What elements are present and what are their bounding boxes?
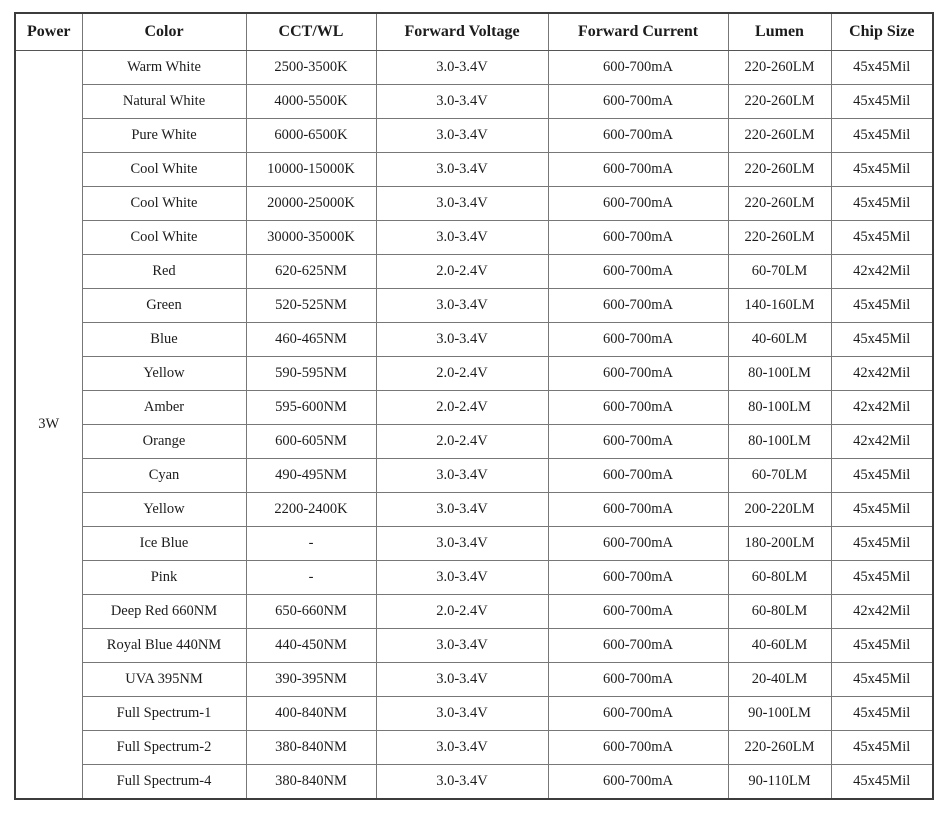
- cell-forward-current: 600-700mA: [548, 765, 728, 800]
- cell-color: Pink: [82, 561, 246, 595]
- cell-forward-current: 600-700mA: [548, 187, 728, 221]
- cell-cct-wl: 440-450NM: [246, 629, 376, 663]
- cell-lumen: 220-260LM: [728, 221, 831, 255]
- column-header-chip-size: Chip Size: [831, 13, 933, 51]
- cell-forward-current: 600-700mA: [548, 221, 728, 255]
- cell-forward-current: 600-700mA: [548, 629, 728, 663]
- column-header-color: Color: [82, 13, 246, 51]
- cell-forward-current: 600-700mA: [548, 731, 728, 765]
- cell-forward-voltage: 3.0-3.4V: [376, 663, 548, 697]
- table-row: [15, 85, 933, 119]
- cell-cct-wl: 2200-2400K: [246, 493, 376, 527]
- cell-chip-size: 45x45Mil: [831, 51, 933, 85]
- table-row: [15, 51, 933, 85]
- cell-lumen: 220-260LM: [728, 731, 831, 765]
- cell-forward-voltage: 3.0-3.4V: [376, 765, 548, 800]
- cell-forward-voltage: 3.0-3.4V: [376, 629, 548, 663]
- cell-forward-current: 600-700mA: [548, 697, 728, 731]
- cell-forward-voltage: 3.0-3.4V: [376, 153, 548, 187]
- cell-color: Amber: [82, 391, 246, 425]
- cell-chip-size: 45x45Mil: [831, 731, 933, 765]
- cell-cct-wl: 600-605NM: [246, 425, 376, 459]
- cell-cct-wl: -: [246, 561, 376, 595]
- cell-lumen: 20-40LM: [728, 663, 831, 697]
- cell-color: Cool White: [82, 187, 246, 221]
- cell-forward-current: 600-700mA: [548, 595, 728, 629]
- cell-cct-wl: 595-600NM: [246, 391, 376, 425]
- cell-forward-current: 600-700mA: [548, 391, 728, 425]
- cell-color: UVA 395NM: [82, 663, 246, 697]
- cell-cct-wl: 2500-3500K: [246, 51, 376, 85]
- cell-color: Royal Blue 440NM: [82, 629, 246, 663]
- table-row: [15, 663, 933, 697]
- table-row: [15, 391, 933, 425]
- table-row: [15, 425, 933, 459]
- cell-forward-voltage: 2.0-2.4V: [376, 255, 548, 289]
- cell-chip-size: 45x45Mil: [831, 187, 933, 221]
- cell-lumen: 200-220LM: [728, 493, 831, 527]
- table-row: [15, 697, 933, 731]
- table-row: [15, 629, 933, 663]
- cell-lumen: 220-260LM: [728, 85, 831, 119]
- cell-chip-size: 45x45Mil: [831, 323, 933, 357]
- cell-cct-wl: 590-595NM: [246, 357, 376, 391]
- table-row: [15, 527, 933, 561]
- cell-lumen: 80-100LM: [728, 425, 831, 459]
- cell-lumen: 40-60LM: [728, 323, 831, 357]
- cell-forward-current: 600-700mA: [548, 663, 728, 697]
- cell-forward-voltage: 3.0-3.4V: [376, 289, 548, 323]
- cell-color: Cyan: [82, 459, 246, 493]
- cell-forward-current: 600-700mA: [548, 51, 728, 85]
- cell-forward-voltage: 3.0-3.4V: [376, 527, 548, 561]
- cell-forward-voltage: 3.0-3.4V: [376, 119, 548, 153]
- cell-forward-current: 600-700mA: [548, 561, 728, 595]
- table-row: [15, 187, 933, 221]
- table-row: [15, 459, 933, 493]
- header-row: [15, 13, 933, 51]
- cell-color: Pure White: [82, 119, 246, 153]
- cell-chip-size: 45x45Mil: [831, 561, 933, 595]
- cell-chip-size: 42x42Mil: [831, 357, 933, 391]
- cell-chip-size: 45x45Mil: [831, 153, 933, 187]
- cell-cct-wl: 20000-25000K: [246, 187, 376, 221]
- cell-chip-size: 45x45Mil: [831, 697, 933, 731]
- cell-cct-wl: 380-840NM: [246, 765, 376, 800]
- cell-cct-wl: -: [246, 527, 376, 561]
- cell-lumen: 90-110LM: [728, 765, 831, 800]
- cell-color: Full Spectrum-2: [82, 731, 246, 765]
- cell-lumen: 60-70LM: [728, 255, 831, 289]
- cell-forward-current: 600-700mA: [548, 255, 728, 289]
- cell-lumen: 90-100LM: [728, 697, 831, 731]
- cell-lumen: 180-200LM: [728, 527, 831, 561]
- cell-lumen: 40-60LM: [728, 629, 831, 663]
- cell-cct-wl: 490-495NM: [246, 459, 376, 493]
- cell-cct-wl: 650-660NM: [246, 595, 376, 629]
- table-row: [15, 731, 933, 765]
- cell-forward-voltage: 2.0-2.4V: [376, 391, 548, 425]
- cell-forward-voltage: 3.0-3.4V: [376, 731, 548, 765]
- cell-lumen: 220-260LM: [728, 119, 831, 153]
- cell-chip-size: 45x45Mil: [831, 459, 933, 493]
- cell-chip-size: 45x45Mil: [831, 663, 933, 697]
- cell-cct-wl: 390-395NM: [246, 663, 376, 697]
- table-header: [15, 13, 933, 51]
- cell-forward-current: 600-700mA: [548, 289, 728, 323]
- cell-chip-size: 42x42Mil: [831, 391, 933, 425]
- cell-forward-current: 600-700mA: [548, 493, 728, 527]
- table-row: [15, 119, 933, 153]
- cell-forward-voltage: 2.0-2.4V: [376, 425, 548, 459]
- power-cell: 3W: [15, 51, 82, 800]
- cell-cct-wl: 400-840NM: [246, 697, 376, 731]
- cell-forward-current: 600-700mA: [548, 527, 728, 561]
- table-row: [15, 153, 933, 187]
- cell-color: Warm White: [82, 51, 246, 85]
- cell-color: Blue: [82, 323, 246, 357]
- cell-chip-size: 42x42Mil: [831, 255, 933, 289]
- table-row: [15, 595, 933, 629]
- cell-chip-size: 45x45Mil: [831, 527, 933, 561]
- cell-forward-voltage: 3.0-3.4V: [376, 221, 548, 255]
- cell-color: Cool White: [82, 153, 246, 187]
- column-header-lumen: Lumen: [728, 13, 831, 51]
- cell-lumen: 60-70LM: [728, 459, 831, 493]
- cell-lumen: 60-80LM: [728, 595, 831, 629]
- cell-color: Natural White: [82, 85, 246, 119]
- cell-color: Yellow: [82, 493, 246, 527]
- cell-color: Green: [82, 289, 246, 323]
- cell-forward-current: 600-700mA: [548, 357, 728, 391]
- cell-color: Deep Red 660NM: [82, 595, 246, 629]
- cell-forward-voltage: 3.0-3.4V: [376, 51, 548, 85]
- cell-color: Ice Blue: [82, 527, 246, 561]
- cell-cct-wl: 620-625NM: [246, 255, 376, 289]
- cell-cct-wl: 10000-15000K: [246, 153, 376, 187]
- cell-forward-voltage: 3.0-3.4V: [376, 323, 548, 357]
- cell-color: Red: [82, 255, 246, 289]
- cell-forward-current: 600-700mA: [548, 85, 728, 119]
- cell-chip-size: 45x45Mil: [831, 289, 933, 323]
- column-header-forward-current: Forward Current: [548, 13, 728, 51]
- column-header-cct-wl: CCT/WL: [246, 13, 376, 51]
- cell-lumen: 80-100LM: [728, 357, 831, 391]
- cell-forward-current: 600-700mA: [548, 323, 728, 357]
- table-row: [15, 357, 933, 391]
- cell-chip-size: 42x42Mil: [831, 595, 933, 629]
- cell-forward-current: 600-700mA: [548, 119, 728, 153]
- table-row: [15, 221, 933, 255]
- cell-forward-voltage: 3.0-3.4V: [376, 459, 548, 493]
- cell-color: Cool White: [82, 221, 246, 255]
- cell-forward-voltage: 2.0-2.4V: [376, 595, 548, 629]
- cell-lumen: 220-260LM: [728, 153, 831, 187]
- led-spec-table: [14, 12, 934, 800]
- cell-forward-voltage: 3.0-3.4V: [376, 561, 548, 595]
- cell-chip-size: 45x45Mil: [831, 221, 933, 255]
- cell-cct-wl: 30000-35000K: [246, 221, 376, 255]
- cell-chip-size: 45x45Mil: [831, 119, 933, 153]
- cell-chip-size: 42x42Mil: [831, 425, 933, 459]
- cell-forward-current: 600-700mA: [548, 459, 728, 493]
- cell-lumen: 220-260LM: [728, 187, 831, 221]
- cell-forward-voltage: 3.0-3.4V: [376, 697, 548, 731]
- cell-lumen: 60-80LM: [728, 561, 831, 595]
- cell-color: Orange: [82, 425, 246, 459]
- table-row: [15, 765, 933, 800]
- cell-chip-size: 45x45Mil: [831, 629, 933, 663]
- cell-forward-current: 600-700mA: [548, 425, 728, 459]
- cell-chip-size: 45x45Mil: [831, 493, 933, 527]
- cell-cct-wl: 6000-6500K: [246, 119, 376, 153]
- cell-chip-size: 45x45Mil: [831, 85, 933, 119]
- cell-lumen: 140-160LM: [728, 289, 831, 323]
- table-row: [15, 323, 933, 357]
- cell-cct-wl: 460-465NM: [246, 323, 376, 357]
- cell-forward-voltage: 3.0-3.4V: [376, 493, 548, 527]
- cell-color: Full Spectrum-4: [82, 765, 246, 800]
- cell-color: Full Spectrum-1: [82, 697, 246, 731]
- table-row: [15, 289, 933, 323]
- cell-forward-voltage: 2.0-2.4V: [376, 357, 548, 391]
- cell-cct-wl: 4000-5500K: [246, 85, 376, 119]
- cell-forward-voltage: 3.0-3.4V: [376, 187, 548, 221]
- cell-lumen: 220-260LM: [728, 51, 831, 85]
- cell-forward-voltage: 3.0-3.4V: [376, 85, 548, 119]
- cell-cct-wl: 380-840NM: [246, 731, 376, 765]
- cell-color: Yellow: [82, 357, 246, 391]
- table-row: [15, 255, 933, 289]
- cell-forward-current: 600-700mA: [548, 153, 728, 187]
- cell-cct-wl: 520-525NM: [246, 289, 376, 323]
- table-row: [15, 561, 933, 595]
- column-header-forward-voltage: Forward Voltage: [376, 13, 548, 51]
- cell-lumen: 80-100LM: [728, 391, 831, 425]
- column-header-power: Power: [15, 13, 82, 51]
- table-row: [15, 493, 933, 527]
- cell-chip-size: 45x45Mil: [831, 765, 933, 800]
- table-body: [15, 51, 933, 800]
